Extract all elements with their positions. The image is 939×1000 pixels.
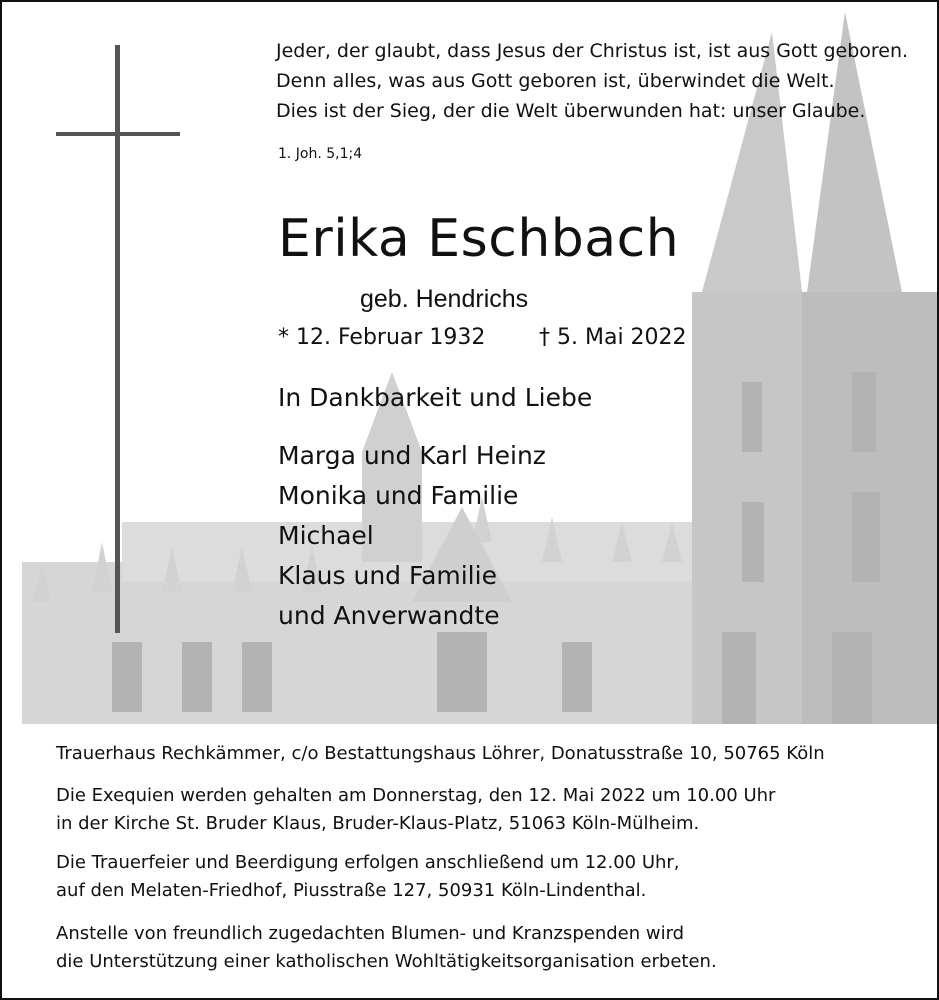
mourner-1: Marga und Karl Heinz [278,441,546,470]
mourner-5: und Anverwandte [278,601,500,630]
verse-reference: 1. Joh. 5,1;4 [278,146,363,162]
mourners-intro: In Dankbarkeit und Liebe [278,383,593,412]
verse-line-3: Dies ist der Sieg, der die Welt überwunden hat: unser Glaube. [276,100,866,122]
verse-line-2: Denn alles, was aus Gott geboren ist, überwindet die Welt. [276,70,835,92]
birth-date: * 12. Februar 1932 [278,325,486,350]
burial-line-2: auf den Melaten-Friedhof, Piusstraße 127, 50931 Köln-Lindenthal. [56,880,647,901]
mourner-3: Michael [278,521,374,550]
address-line: Trauerhaus Rechkämmer, c/o Bestattungshaus Löhrer, Donatusstraße 10, 50765 Köln [56,743,825,764]
mourner-4: Klaus und Familie [278,561,497,590]
donation-line-1: Anstelle von freundlich zugedachten Blumen- und Kranzspenden wird [56,923,685,944]
cross-horizontal-bar [56,132,180,136]
deceased-name: Erika Eschbach [278,209,680,269]
burial-line-1: Die Trauerfeier und Beerdigung erfolgen anschließend um 12.00 Uhr, [56,852,680,873]
exequien-line-2: in der Kirche St. Bruder Klaus, Bruder-Klaus-Platz, 51063 Köln-Mülheim. [56,813,700,834]
donation-line-2: die Unterstützung einer katholischen Wohltätigkeitsorganisation erbeten. [56,951,717,972]
mourner-2: Monika und Familie [278,481,519,510]
death-date: † 5. Mai 2022 [539,325,687,350]
exequien-line-1: Die Exequien werden gehalten am Donnerstag, den 12. Mai 2022 um 10.00 Uhr [56,785,776,806]
maiden-name: geb. Hendrichs [360,285,529,313]
verse-line-1: Jeder, der glaubt, dass Jesus der Christus ist, ist aus Gott geboren. [276,40,909,62]
